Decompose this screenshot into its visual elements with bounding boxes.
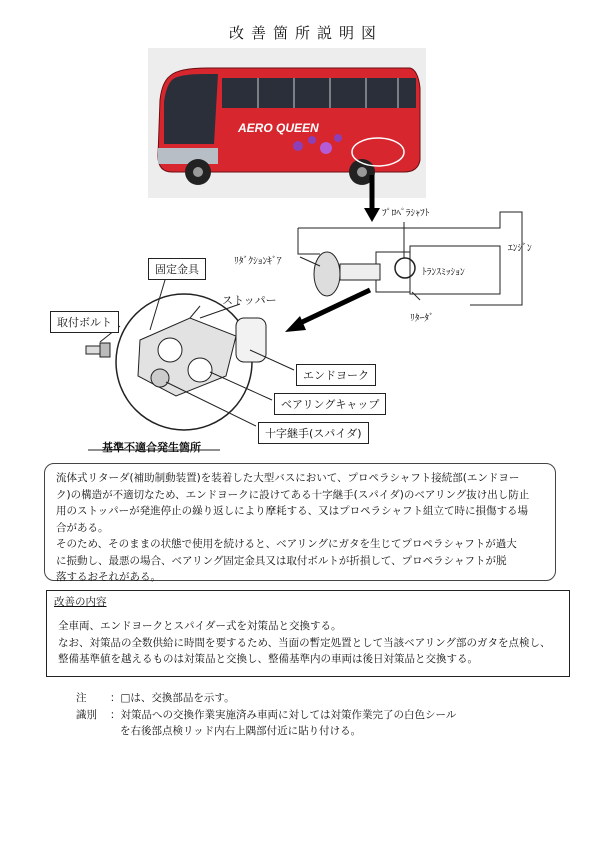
arrow-detail-head xyxy=(285,316,306,332)
page-title: 改善箇所説明図 xyxy=(228,24,383,42)
identification-text-1: ：対策品への交換作業実施済み車両に対しては対策作業完了の白色シール xyxy=(110,709,457,721)
arrow-down-head xyxy=(364,208,380,222)
description-line: 落するおそれがある。 xyxy=(56,571,161,583)
improvement-text xyxy=(58,618,563,668)
bolt-sketch xyxy=(86,343,110,357)
label-retarder: ﾘﾀｰﾀﾞ xyxy=(410,313,434,324)
bus-logo: AERO QUEEN xyxy=(238,121,319,135)
description-text xyxy=(56,470,552,586)
identification-text-2: を右後部点検リッド内右上隅部付近に貼り付ける。 xyxy=(120,725,362,737)
note-text: ：□は、交換部品を示す。 xyxy=(110,692,235,704)
description-line: 用のストッパーが発進停止の繰り返しにより摩耗する、又はプロペラシャフト組立て時に損傷する場 xyxy=(56,505,528,517)
improvement-line: なお、対策品の全数供給に時間を要するため、当面の暫定処置として当該ベアリング部のガタを点検し、 xyxy=(58,636,551,649)
description-line: 合がある。 xyxy=(56,521,109,534)
label-reduction-gear: ﾘﾀﾞｸｼｮﾝｷﾞｱ xyxy=(234,256,282,267)
description-line: ク)の構造が不適切なため、エンドヨークに設けてある十字継手(スパイダ)のベアリング抜け出し防止 xyxy=(56,488,530,501)
label-engine: ｴﾝｼﾞﾝ xyxy=(508,243,532,254)
identification-label: 識別 xyxy=(76,709,97,721)
label-fixing-bracket: 固定金具 xyxy=(148,258,206,280)
label-defect-location: 基準不適合発生箇所 xyxy=(102,441,201,454)
description-line: そのため、そのままの状態で使用を続けると、ベアリングにガタを生じてプロペラシャフトが過大 xyxy=(56,538,517,550)
label-end-yoke: エンドヨーク xyxy=(296,364,376,386)
improvement-heading: 改善の内容 xyxy=(54,596,107,608)
label-propeller-shaft: ﾌﾟﾛﾍﾟﾗｼｬﾌﾄ xyxy=(382,208,430,219)
label-spider-joint: 十字継手(スパイダ) xyxy=(258,422,369,444)
improvement-line: 全車両、エンドヨークとスパイダー式を対策品と交換する。 xyxy=(58,620,342,632)
joint-sketch xyxy=(138,306,266,396)
drivetrain-schematic xyxy=(298,212,522,305)
description-line: 流体式リターダ(補助制動装置)を装着した大型バスにおいて、プロペラシャフト接続部(エンドヨー xyxy=(56,472,520,484)
label-bearing-cap: ベアリングキャップ xyxy=(274,393,386,415)
label-transmission: ﾄﾗﾝｽﾐｯｼｮﾝ xyxy=(422,267,465,278)
arrow-detail xyxy=(298,290,370,324)
label-stopper: ストッパー xyxy=(222,294,277,307)
note-label: 注 xyxy=(76,692,87,704)
improvement-line: 整備基準値を越えるものは対策品と交換し、整備基準内の車両は後日対策品と交換する。 xyxy=(58,653,478,665)
description-line: に振動し、最悪の場合、ベアリング固定金具又は取付ボルトが折損して、プロペラシャフトが脱 xyxy=(56,554,507,567)
label-mounting-bolt: 取付ボルト xyxy=(50,311,119,333)
